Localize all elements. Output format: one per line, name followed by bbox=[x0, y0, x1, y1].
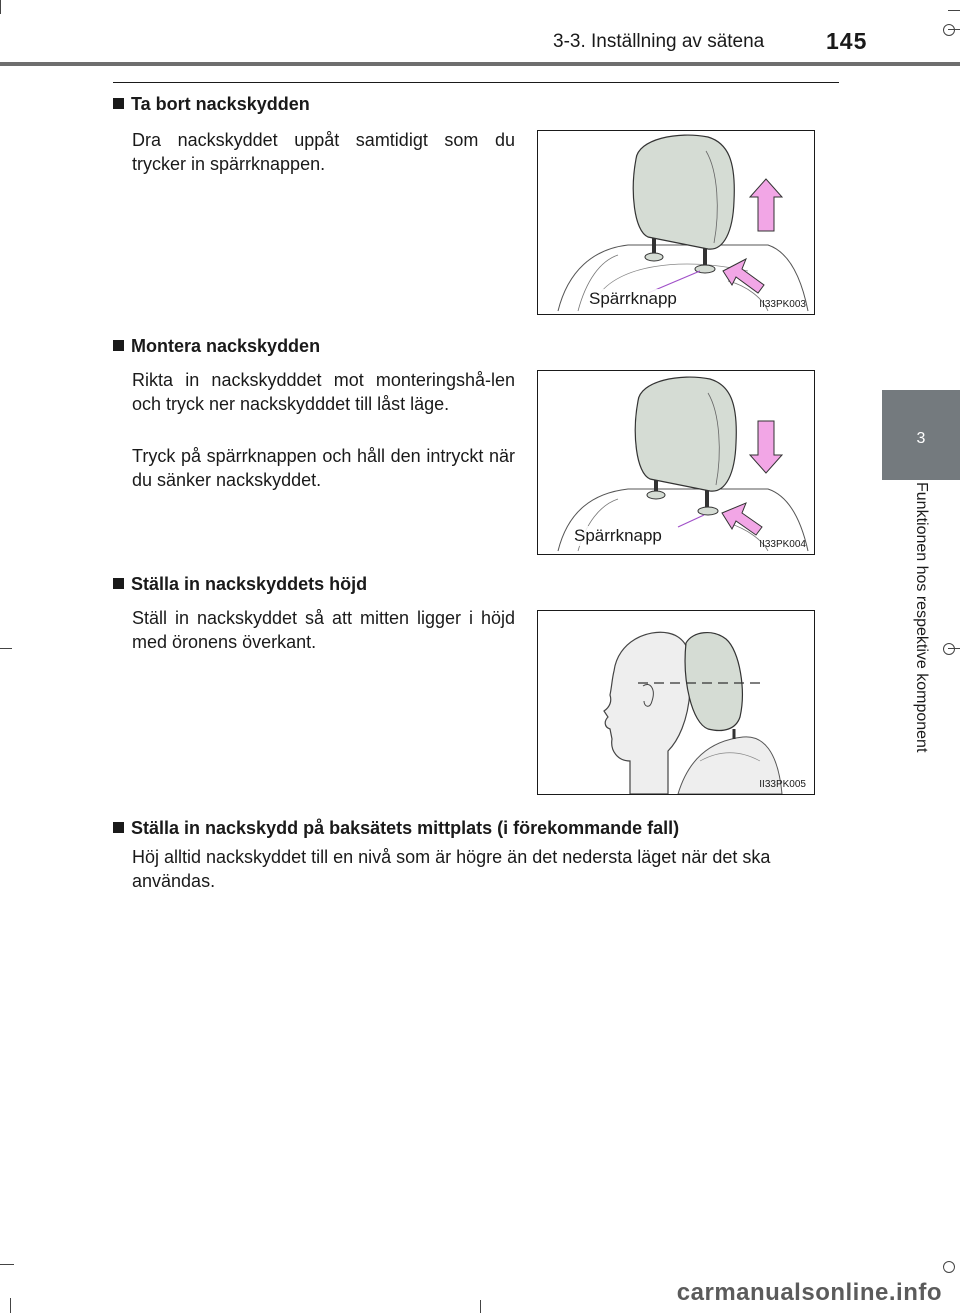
crop-mark bbox=[480, 1300, 481, 1313]
section-heading-rear-center: Ställa in nackskydd på baksätets mittplats (i förekommande fall) bbox=[113, 818, 679, 839]
paragraph-rear-center: Höj alltid nackskyddet till en nivå som är högre än det nedersta läget när det ska användas. bbox=[132, 847, 771, 891]
watermark: carmanualsonline.info bbox=[676, 1279, 942, 1306]
crop-circle bbox=[943, 643, 955, 655]
crop-mark bbox=[0, 1264, 14, 1265]
lock-button-caption: Spärrknapp bbox=[589, 289, 677, 308]
bullet-square-icon bbox=[113, 340, 124, 351]
crop-circle bbox=[943, 1261, 955, 1273]
bullet-square-icon bbox=[113, 98, 124, 109]
figure-remove-headrest bbox=[537, 130, 815, 315]
section-heading-height: Ställa in nackskyddets höjd bbox=[113, 574, 367, 595]
crop-mark bbox=[10, 1298, 11, 1313]
lock-button-caption: Spärrknapp bbox=[574, 526, 662, 545]
chapter-title-wrap bbox=[882, 482, 960, 832]
paragraph-height: Ställ in nackskyddet så att mitten ligger i höjd med öronens överkant. bbox=[132, 608, 515, 652]
crop-mark bbox=[0, 648, 12, 649]
crop-mark bbox=[948, 29, 960, 30]
paragraph-install-1: Rikta in nackskydddet mot monteringshå-len och tryck ner nackskydddet till låst läge. bbox=[132, 370, 515, 414]
bullet-square-icon bbox=[113, 822, 124, 833]
figure-code: II33PK003 bbox=[759, 299, 806, 310]
figure-code: II33PK004 bbox=[759, 539, 806, 550]
crop-mark bbox=[948, 648, 960, 649]
header-rule bbox=[0, 62, 960, 66]
crop-mark bbox=[0, 0, 1, 14]
content-top-rule bbox=[113, 82, 839, 83]
figure-headrest-height bbox=[537, 610, 815, 795]
section-heading-install: Montera nackskydden bbox=[113, 336, 320, 357]
chapter-title: Funktionen hos respektive komponent bbox=[913, 482, 930, 753]
head-profile-illustration bbox=[538, 611, 814, 794]
figure-install-headrest bbox=[537, 370, 815, 555]
crop-circle bbox=[943, 24, 955, 36]
bullet-square-icon bbox=[113, 578, 124, 589]
figure-code: II33PK005 bbox=[759, 779, 806, 790]
chapter-number: 3 bbox=[916, 430, 926, 447]
crop-mark bbox=[948, 10, 960, 11]
paragraph-install-2: Tryck på spärrknappen och håll den intryckt när du sänker nackskyddet. bbox=[132, 446, 515, 490]
headrest-up-illustration bbox=[538, 131, 814, 314]
page-number: 145 bbox=[826, 28, 868, 54]
section-title: 3-3. Inställning av sätena bbox=[553, 31, 765, 52]
paragraph-remove: Dra nackskyddet uppåt samtidigt som du trycker in spärrknappen. bbox=[132, 130, 515, 174]
section-heading-remove: Ta bort nackskydden bbox=[113, 94, 310, 115]
